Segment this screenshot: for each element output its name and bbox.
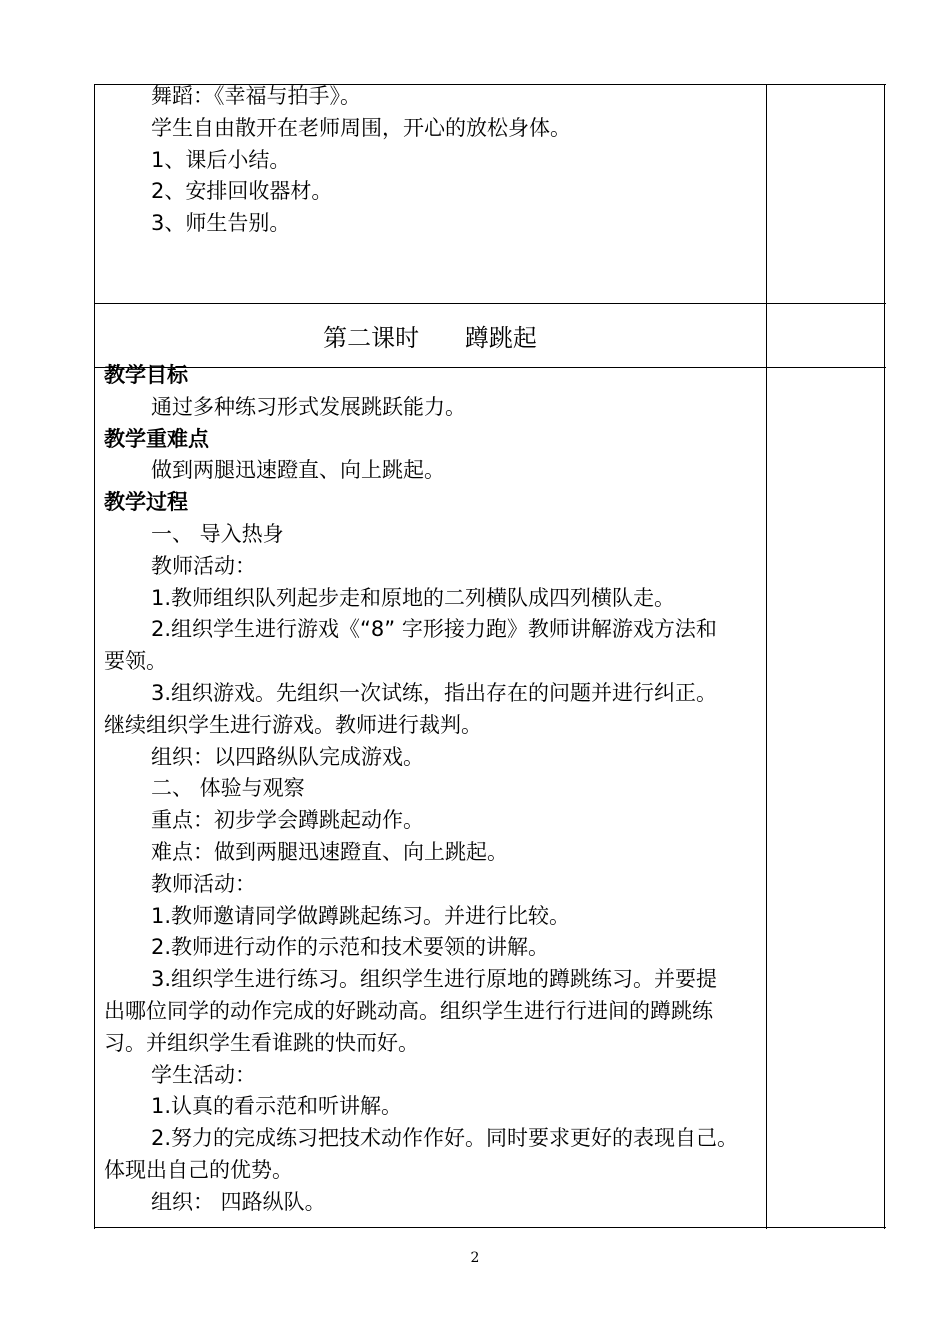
- process-line: 2.教师进行动作的示范和技术要领的讲解。: [151, 935, 550, 960]
- process-heading: 教学过程: [104, 490, 188, 515]
- process-line: 2.组织学生进行游戏《“8” 字形接力跑》教师讲解游戏方法和: [151, 617, 717, 642]
- lesson-content: [104, 360, 764, 1219]
- text-line: 3、师生告别。: [151, 211, 291, 236]
- process-line: 2.努力的完成练习把技术动作作好。同时要求更好的表现自己。: [151, 1126, 739, 1151]
- goal-text: 通过多种练习形式发展跳跃能力。: [151, 394, 466, 419]
- text-line: 学生自由散开在老师周围，开心的放松身体。: [151, 115, 571, 140]
- process-line: 一、 导入热身: [151, 521, 284, 546]
- process-line: 难点：做到两腿迅速蹬直、向上跳起。: [151, 839, 508, 864]
- process-line: 重点：初步学会蹲跳起动作。: [151, 808, 424, 833]
- process-line: 要领。: [104, 649, 167, 674]
- text-line: 2、安排回收器材。: [151, 179, 333, 204]
- process-line: 学生活动：: [151, 1062, 256, 1087]
- table-bottom-border: [94, 1227, 886, 1228]
- table-column-divider: [766, 84, 767, 1229]
- process-line: 3.组织学生进行练习。组织学生进行原地的蹲跳练习。并要提: [151, 967, 718, 992]
- key-points-text: 做到两腿迅速蹬直、向上跳起。: [151, 458, 445, 483]
- process-line: 二、 体验与观察: [151, 776, 305, 801]
- process-line: 1.认真的看示范和听讲解。: [151, 1094, 403, 1119]
- process-line: 组织： 四路纵队。: [151, 1189, 326, 1214]
- process-line: 教师活动：: [151, 553, 256, 578]
- table-left-border: [94, 84, 95, 1229]
- process-line: 习。并组织学生看谁跳的快而好。: [104, 1030, 419, 1055]
- process-line: 教师活动：: [151, 871, 256, 896]
- process-line: 1.教师组织队列起步走和原地的二列横队成四列横队走。: [151, 585, 676, 610]
- process-line: 组织：以四路纵队完成游戏。: [151, 744, 424, 769]
- process-line: 继续组织学生进行游戏。教师进行裁判。: [104, 712, 482, 737]
- table-right-border: [884, 84, 885, 1229]
- previous-lesson-ending: [104, 81, 764, 240]
- process-line: 3.组织游戏。先组织一次试练，指出存在的问题并进行纠正。: [151, 680, 718, 705]
- process-line: 体现出自己的优势。: [104, 1157, 293, 1182]
- goal-heading: 教学目标: [104, 363, 188, 387]
- text-line: 舞蹈：《幸福与拍手》。: [151, 84, 361, 108]
- row-divider-1: [94, 303, 886, 304]
- lesson-table: [94, 84, 886, 1229]
- key-points-heading: 教学重难点: [104, 426, 209, 451]
- text-line: 1、课后小结。: [151, 147, 291, 172]
- process-line: 出哪位同学的动作完成的好跳动高。组织学生进行行进间的蹲跳练: [104, 998, 713, 1023]
- process-line: 1.教师邀请同学做蹲跳起练习。并进行比较。: [151, 903, 571, 928]
- page-number: 2: [470, 1250, 480, 1266]
- lesson-title: 第二课时 蹲跳起: [323, 324, 537, 352]
